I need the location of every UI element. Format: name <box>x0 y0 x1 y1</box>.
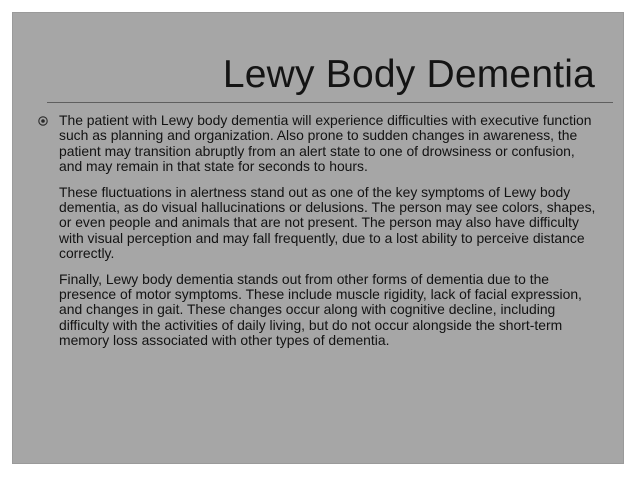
slide-content <box>13 113 625 359</box>
title-divider <box>47 102 613 103</box>
slide <box>12 12 624 464</box>
circled-dot-icon <box>38 116 48 126</box>
body-paragraph-1: The patient with Lewy body dementia will experience difficulties with executive function such as planning and organization. Also prone to sudden changes in awareness, the patient may transition abruptly from an alert state to one of drowsiness or confusion, and may remain in that state for seconds to hours. <box>59 112 592 175</box>
body-paragraph-3: Finally, Lewy body dementia stands out from other forms of dementia due to the presence of motor symptoms. These include muscle rigidity, lack of facial expression, and changes in gait. These changes occur along with cognitive decline, including difficulty with the activities of daily living, but do not occur alongside the short-term memory loss associated with other types of dementia. <box>59 270 582 349</box>
slide-title: Lewy Body Dementia <box>222 53 595 96</box>
body-paragraph-2: These fluctuations in alertness stand out as one of the key symptoms of Lewy body dementia, as do visual hallucinations or delusions. The person may see colors, shapes, or even people and animals that are not present. The person may also have difficulty with visual perception and may fall frequently, due to a lost ability to perceive distance correctly. <box>59 183 596 262</box>
